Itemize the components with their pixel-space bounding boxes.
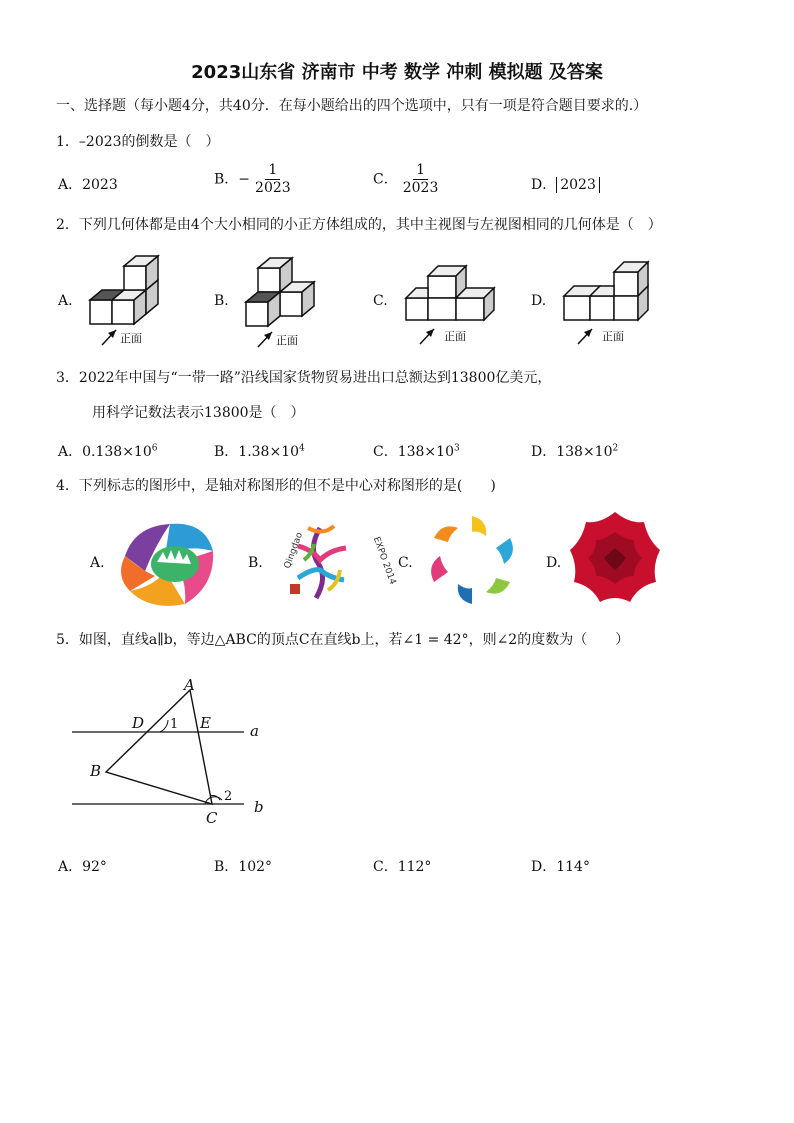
q3-option-b bbox=[214, 441, 305, 461]
q1-option-d-prefix: D． bbox=[531, 177, 557, 193]
q4-logo-d bbox=[568, 510, 662, 608]
q5-option-a: A．92° bbox=[58, 859, 107, 875]
q5-figure bbox=[60, 676, 280, 826]
q5-stem: 5．如图，直线a∥b，等边△ABC的顶点C在直线b上，若∠1 = 42°，则∠2的度数为（ ） bbox=[56, 632, 630, 648]
q1-c-numerator: 1 bbox=[413, 162, 428, 180]
q4-logo-b bbox=[268, 508, 398, 612]
q1-option-b bbox=[214, 162, 296, 197]
q1-option-b-prefix: B．− bbox=[214, 171, 251, 188]
page-title: 2023山东省 济南市 中考 数学 冲刺 模拟题 及答案 bbox=[191, 62, 603, 83]
q2-label-d: D. bbox=[531, 293, 547, 309]
q1-option-c bbox=[373, 162, 443, 197]
q4-stem: 4．下列标志的图形中，是轴对称图形的但不是中心对称图形的是( ) bbox=[56, 478, 496, 494]
q2-solid-b bbox=[236, 250, 326, 360]
q5-label-d: D bbox=[132, 714, 145, 732]
q3-a-exponent: 6 bbox=[151, 443, 158, 454]
q1-option-c-prefix: C． bbox=[373, 171, 398, 188]
q5-label-c-vertex: C bbox=[206, 809, 218, 827]
q5-angle-2: 2 bbox=[224, 789, 233, 804]
q3-option-d bbox=[531, 441, 618, 461]
q1-b-numerator: 1 bbox=[265, 162, 280, 180]
q5-angle-1: 1 bbox=[170, 717, 179, 732]
q2-stem: 2．下列几何体都是由4个大小相同的小正方体组成的，其中主视图与左视图相同的几何体是（ ） bbox=[56, 217, 662, 233]
q5-label-e: E bbox=[200, 714, 211, 732]
q4-logo-a bbox=[115, 516, 215, 608]
q4-label-a: A. bbox=[90, 555, 105, 571]
q2-label-a: A. bbox=[58, 293, 73, 309]
q5-label-b-vertex: B bbox=[90, 762, 102, 780]
q2-front-label-a: 正面 bbox=[120, 332, 142, 345]
q2-front-label-c: 正面 bbox=[444, 330, 466, 343]
q4-label-b: B. bbox=[248, 555, 263, 571]
q1-option-a: A．2023 bbox=[58, 177, 118, 193]
q5-label-a-vertex: A bbox=[184, 676, 195, 694]
q3-d-base: D．138×10 bbox=[531, 444, 613, 460]
q4-logo-b-text-left: Qingdao bbox=[282, 531, 306, 571]
q3-b-base: B．1.38×10 bbox=[214, 444, 300, 460]
q1-option-d bbox=[531, 174, 600, 194]
q3-a-base: A．0.138×10 bbox=[58, 444, 152, 460]
q3-option-a bbox=[58, 441, 157, 461]
q5-option-c: C．112° bbox=[373, 859, 432, 875]
q2-solid-d bbox=[558, 258, 658, 358]
q3-c-base: C．138×10 bbox=[373, 444, 454, 460]
q5-label-line-b: b bbox=[254, 798, 264, 816]
q3-b-exponent: 4 bbox=[299, 443, 305, 454]
q2-front-label-d: 正面 bbox=[602, 330, 624, 343]
q3-stem-line1: 3．2022年中国与“一带一路”沿线国家货物贸易进出口总额达到13800亿美元， bbox=[56, 370, 552, 386]
q1-stem: 1．–2023的倒数是（ ） bbox=[56, 134, 220, 150]
q5-option-b: B．102° bbox=[214, 859, 273, 875]
q3-c-exponent: 3 bbox=[453, 443, 460, 454]
q4-label-c: C. bbox=[398, 555, 413, 571]
q1-b-denominator: 2023 bbox=[255, 180, 291, 196]
q2-label-b: B. bbox=[214, 293, 229, 309]
q3-stem-line2: 用科学记数法表示13800是（ ） bbox=[92, 405, 305, 421]
q5-option-d: D．114° bbox=[531, 859, 590, 875]
q2-front-label-b: 正面 bbox=[276, 334, 298, 347]
q2-solid-a bbox=[80, 250, 170, 360]
q1-c-denominator: 2023 bbox=[402, 180, 439, 196]
q3-option-c bbox=[373, 441, 460, 461]
section-heading: 一、选择题（每小题4分，共40分．在每小题给出的四个选项中，只有一项是符合题目要求的.） bbox=[56, 98, 648, 114]
q4-logo-b-text-right: EXPO 2014 bbox=[370, 535, 398, 587]
q4-logo-c bbox=[424, 512, 520, 608]
q3-d-exponent: 2 bbox=[612, 443, 619, 454]
q2-solid-c bbox=[400, 258, 500, 358]
q1-d-absolute-value: 2023 bbox=[556, 177, 600, 193]
q2-label-c: C. bbox=[373, 293, 388, 309]
q4-label-d: D. bbox=[546, 555, 562, 571]
q5-label-line-a: a bbox=[250, 722, 259, 740]
